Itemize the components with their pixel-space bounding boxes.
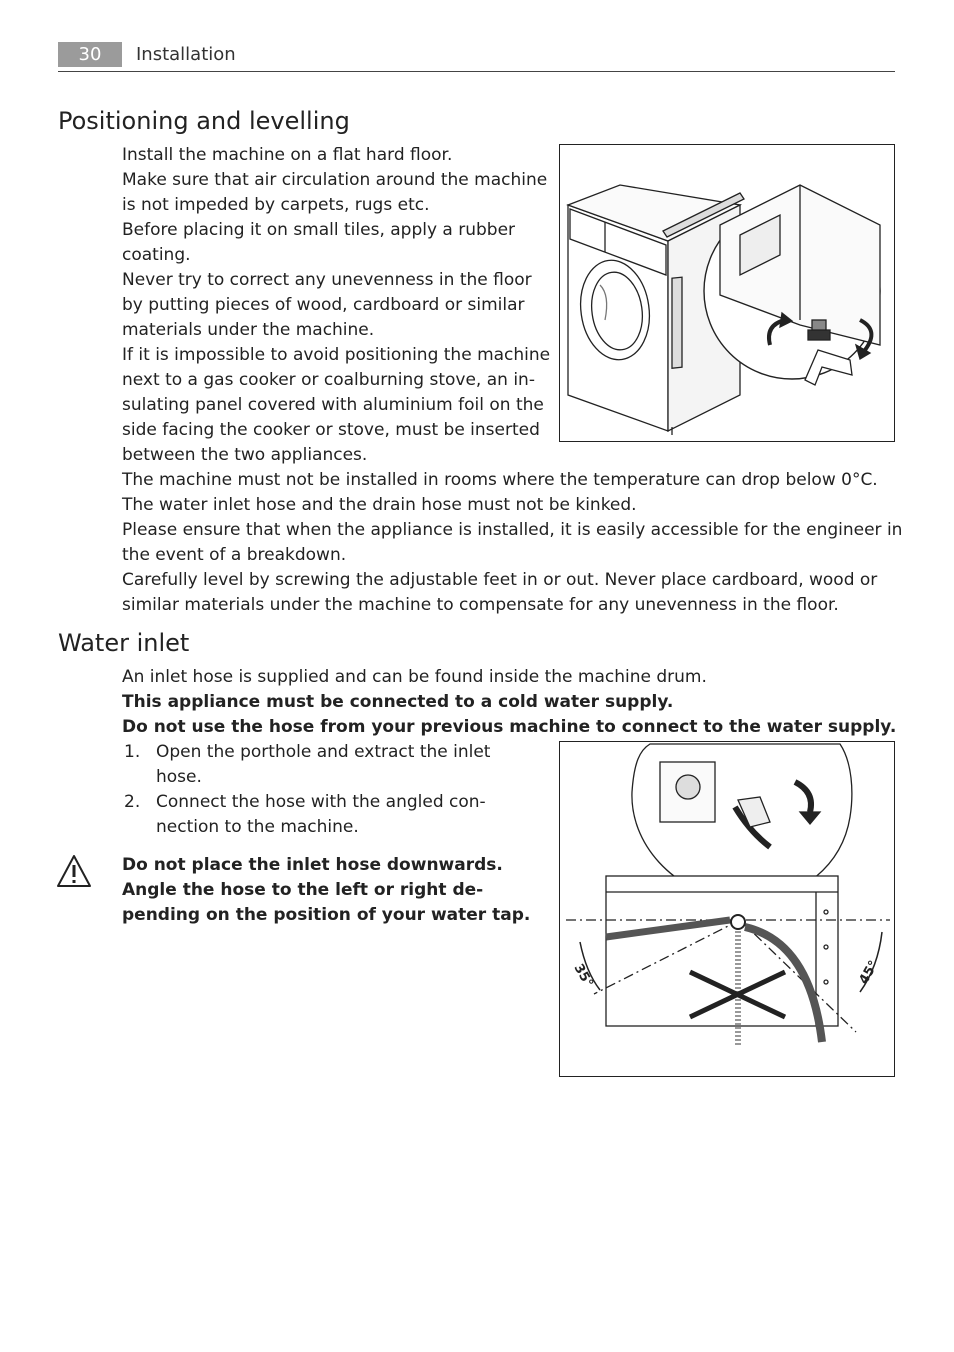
warning-triangle-icon: [56, 854, 92, 888]
heading-positioning: Positioning and levelling: [58, 107, 350, 135]
angle-label-right: 45°: [856, 958, 882, 987]
text-line: The water inlet hose and the drain hose must not be kinked.: [122, 495, 637, 515]
step-number: 1.: [124, 742, 141, 762]
text-line: the event of a breakdown.: [122, 545, 347, 565]
text-line: The machine must not be installed in rooms where the temperature can drop below 0°C.: [122, 470, 878, 490]
intro-text: An inlet hose is supplied and can be found inside the machine drum.: [122, 667, 707, 687]
text-line: next to a gas cooker or coalburning stove, an in-: [122, 370, 535, 390]
warning-text: Angle the hose to the left or right de-: [122, 880, 484, 900]
text-line: If it is impossible to avoid positioning the machine: [122, 345, 551, 365]
text-line: Before placing it on small tiles, apply a rubber: [122, 220, 516, 240]
text-line: Please ensure that when the appliance is installed, it is easily accessible for the engineer in: [122, 520, 903, 540]
step-text: Connect the hose with the angled con-: [156, 792, 486, 812]
washing-machine-levelling-drawing: [560, 145, 894, 441]
text-line: Never try to correct any unevenness in the floor: [122, 270, 532, 290]
levelling-illustration: [559, 144, 895, 442]
step-text: nection to the machine.: [156, 817, 359, 837]
text-line: side facing the cooker or stove, must be inserted: [122, 420, 540, 440]
text-line: coating.: [122, 245, 191, 265]
text-line: sulating panel covered with aluminium foil on the: [122, 395, 544, 415]
step-text: hose.: [156, 767, 202, 787]
text-line: by putting pieces of wood, cardboard or similar: [122, 295, 525, 315]
previous-hose-notice: Do not use the hose from your previous machine to connect to the water supply.: [122, 717, 897, 737]
step-number: 2.: [124, 792, 141, 812]
step-text: Open the porthole and extract the inlet: [156, 742, 491, 762]
text-line: between the two appliances.: [122, 445, 368, 465]
section-title: Installation: [136, 44, 236, 65]
text-line: Make sure that air circulation around the machine: [122, 170, 548, 190]
page-number: 30: [58, 42, 122, 67]
text-line: Carefully level by screwing the adjustable feet in or out. Never place cardboard, wood or: [122, 570, 878, 590]
cold-water-notice: This appliance must be connected to a cold water supply.: [122, 692, 674, 712]
warning-text: Do not place the inlet hose downwards.: [122, 855, 503, 875]
text-line: is not impeded by carpets, rugs etc.: [122, 195, 430, 215]
inlet-hose-drawing: [560, 742, 894, 1076]
warning-text: pending on the position of your water tap.: [122, 905, 531, 925]
text-line: similar materials under the machine to compensate for any unevenness in the floor.: [122, 595, 839, 615]
inlet-hose-illustration: [559, 741, 895, 1077]
angle-label-left: 35°: [570, 961, 596, 991]
text-line: Install the machine on a flat hard floor.: [122, 145, 453, 165]
heading-water-inlet: Water inlet: [58, 629, 190, 657]
text-line: materials under the machine.: [122, 320, 375, 340]
header-divider: [58, 71, 895, 72]
